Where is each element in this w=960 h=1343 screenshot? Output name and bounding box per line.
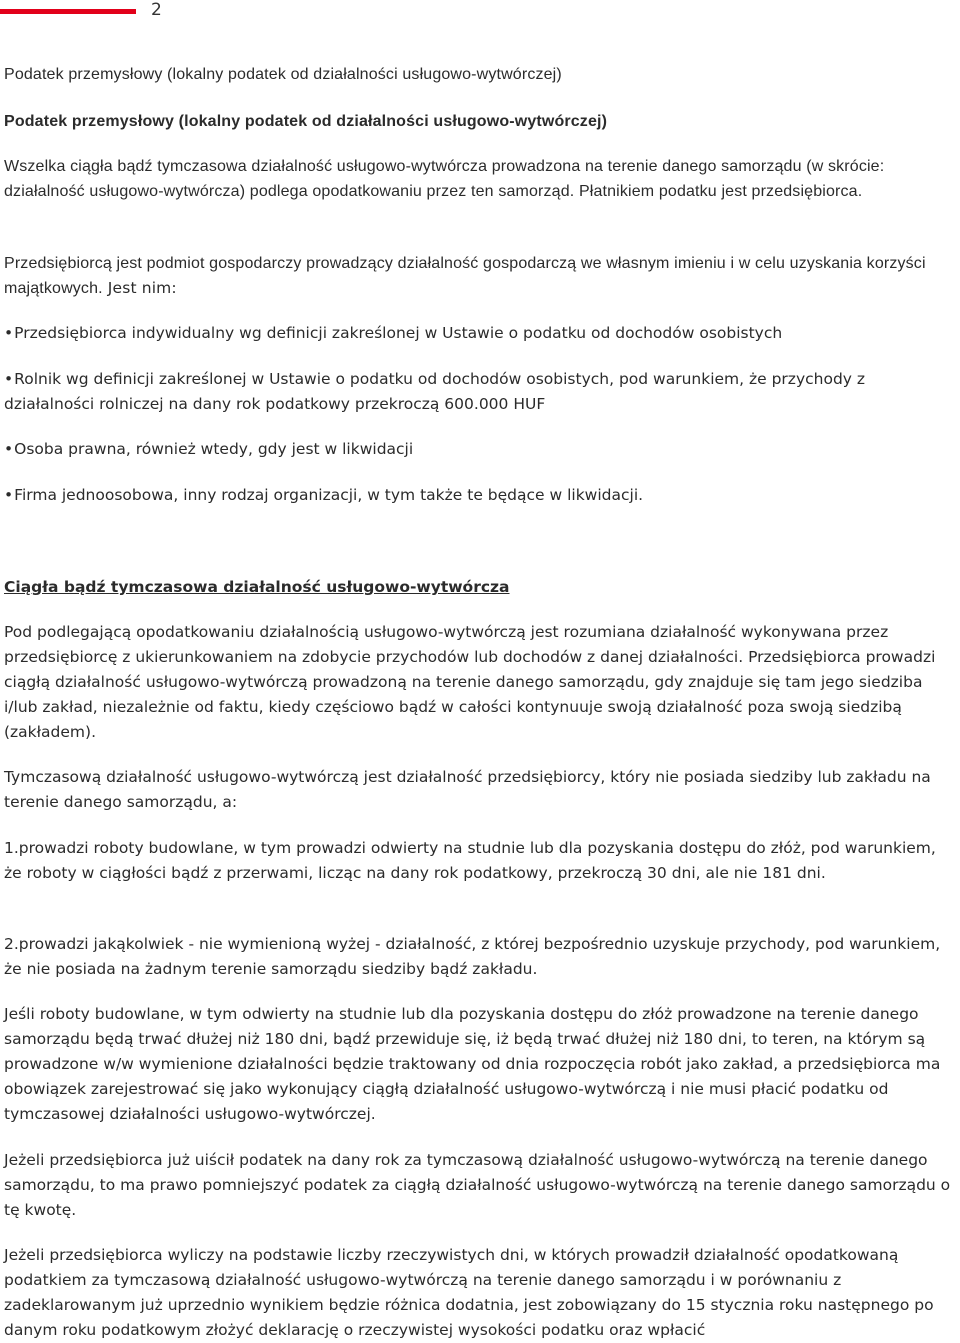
list-item: • Przedsiębiorca indywidualny wg definicji zakreślonej w Ustawie o podatku od dochodów osobistych [4,321,956,346]
list-item: • Rolnik wg definicji zakreślonej w Ustawie o podatku od dochodów osobistych, pod warunkiem, że przychody z działalności rolniczej na dany rok podatkowy przekroczą 600.000 HUF [4,367,956,417]
section-heading: Ciągła bądź tymczasowa działalność usługowo-wytwórcza [4,578,510,596]
document-heading: Podatek przemysłowy (lokalny podatek od działalności usługowo-wytwórczej) [4,113,608,130]
paragraph-construction-works: Jeśli roboty budowlane, w tym odwierty na studnie lub dla pozyskania dostępu do złóż prowadzone na terenie danego samorządu będą trwać dłużej niż 180 dni, bądź przewiduje się, iż będą trwać dłużej niż 180 dni, to teren, na którym są prowadzone w/w wymienione działalności będzie traktowany od dnia rozpoczęcia robót jako zakład, a przedsiębiorca ma obowiązek zarejestrować się jako wykonujący ciągłą działalność usługowo-wytwórczą i nie musi płacić podatku od tymczasowej działalności usługowo-wytwórczej. [4,1005,941,1123]
list-item: • Firma jednoosobowa, inny rodzaj organizacji, w tym także te będące w likwidacji. [4,483,956,508]
header-accent-bar [0,9,136,14]
paragraph-continuous-activity: Pod podlegającą opodatkowaniu działalnością usługowo-wytwórczą jest rozumiana działalność wykonywana przez przedsiębiorcę z ukierunkowaniem na zdobycie przychodów lub dochodów z danej działalności. Przedsiębiorca prowadzi ciągłą działalność usługowo-wytwórczą prowadzoną na terenie danego samorządu, gdy znajduje się tam jego siedziba i/lub zakład, niezależnie od faktu, kiedy częściowo bądź w całości kontynuuje swoją działalność poza swoją siedzibą (zakładem). [4,623,936,741]
paragraph-temporary-activity: Tymczasową działalność usługowo-wytwórczą jest działalność przedsiębiorcy, który nie posiada siedziby lub zakładu na terenie danego samorządu, a: [4,768,931,811]
paragraph-declaration: Jeżeli przedsiębiorca wyliczy na podstawie liczby rzeczywistych dni, w których prowadził działalność opodatkowaną podatkiem za tymczasową działalność usługowo-wytwórczą na terenie danego samorządu i w porównaniu z zadeklarowanym już uprzednio wynikiem będzie różnica dodatnia, jest zobowiązany do 15 stycznia roku następnego po danym roku podatkowym złożyć deklarację o rzeczywistej wysokości podatku oraz wpłacić [4,1246,934,1339]
paragraph-condition-2: 2.prowadzi jakąkolwiek - nie wymienioną wyżej - działalność, z której bezpośrednio uzyskuje przychody, pod warunkiem, że nie posiada na żadnym terenie samorządu siedziby bądź zakładu. [4,935,941,978]
document-title: Podatek przemysłowy (lokalny podatek od działalności usługowo-wytwórczej) [4,66,562,83]
paragraph-entrepreneur-lead: Jest nim: [102,279,177,297]
paragraph-condition-1: 1.prowadzi roboty budowlane, w tym prowadzi odwierty na studnie lub dla pozyskania dostępu do złóż, pod warunkiem, że roboty w ciągłości bądź z przerwami, licząc na dany rok podatkowy, przekroczą 30 dni, ale nie 181 dni. [4,839,936,882]
paragraph-intro: Wszelka ciągła bądź tymczasowa działalność usługowo-wytwórcza prowadzona na terenie danego samorządu (w skrócie: działalność usługowo-wytwórcza) podlega opodatkowaniu przez ten samorząd. Płatnikiem podatku jest przedsiębiorca. [4,158,885,200]
list-item: • Osoba prawna, również wtedy, gdy jest w likwidacji [4,437,956,462]
paragraph-entrepreneur [4,251,956,301]
page-number: 2 [151,0,162,20]
paragraph-tax-reduction: Jeżeli przedsiębiorca już uiścił podatek na dany rok za tymczasową działalność usługowo-wytwórczą na terenie danego samorządu, to ma prawo pomniejszyć podatek za ciągłą działalność usługowo-wytwórczą na terenie danego samorządu o tę kwotę. [4,1151,951,1219]
paragraph-entrepreneur-definition: Przedsiębiorcą jest podmiot gospodarczy prowadzący działalność gospodarczą we własnym imieniu i w celu uzyskania korzyści majątkowych. [4,255,926,297]
page-header [0,0,960,24]
